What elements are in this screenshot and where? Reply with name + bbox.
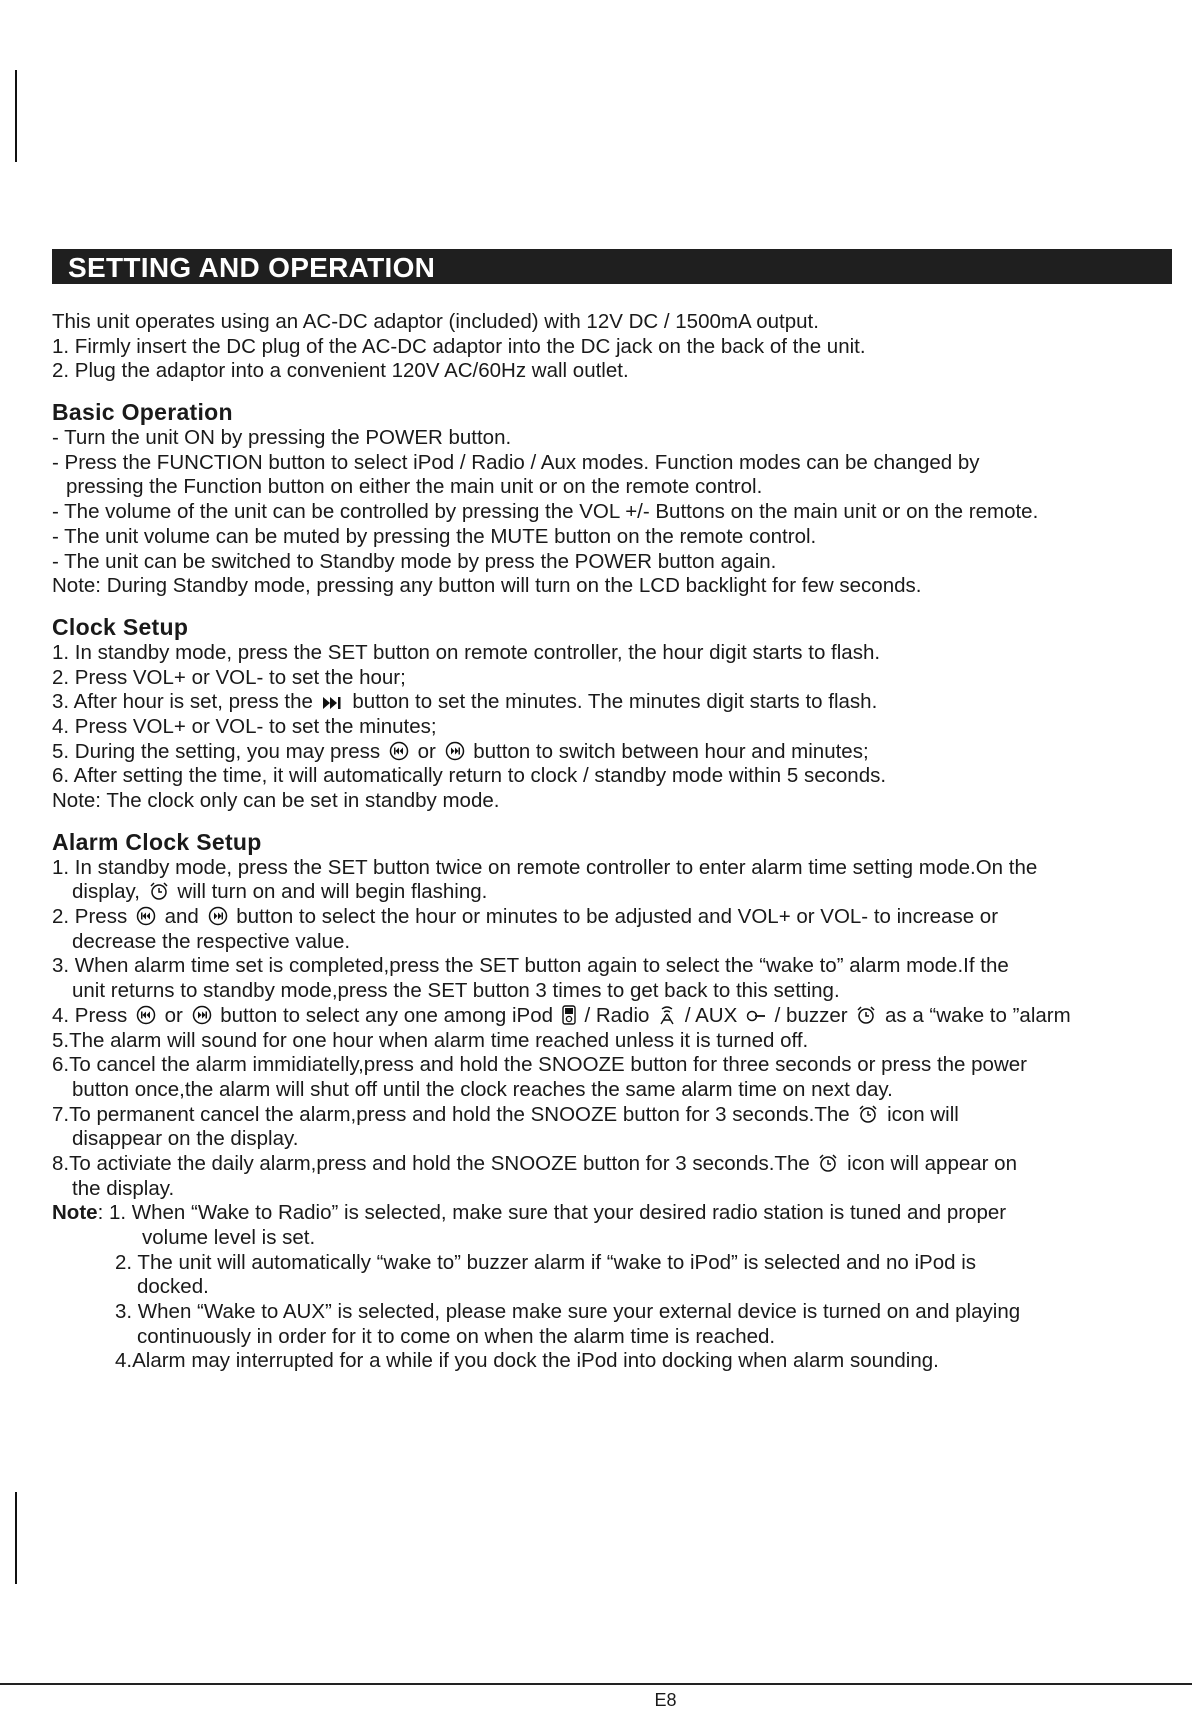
previous-circle-icon [389, 741, 409, 761]
alarm-line: 5.The alarm will sound for one hour when alarm time reached unless it is turned off. [52, 1028, 809, 1052]
alarm-line-text: 4. Press [52, 1003, 128, 1027]
alarm-line-text: 8.To activiate the daily alarm,press and hold the SNOOZE button for 3 seconds.The [52, 1151, 810, 1175]
basic-operation-heading: Basic Operation [52, 399, 233, 426]
basic-line: - The unit can be switched to Standby mode by press the POWER button again. [52, 549, 777, 573]
alarm-note: continuously in order for it to come on when the alarm time is reached. [137, 1324, 776, 1348]
basic-line: - The unit volume can be muted by pressing the MUTE button on the remote control. [52, 524, 817, 548]
alarm-note [52, 1201, 1177, 1226]
next-circle-icon [208, 906, 228, 926]
clock-line: 4. Press VOL+ or VOL- to set the minutes; [52, 714, 437, 738]
next-circle-icon [192, 1005, 212, 1025]
skip-forward-icon [322, 695, 344, 711]
manual-content [52, 310, 1177, 1710]
alarm-line-text: button to select any one among iPod [220, 1003, 554, 1027]
clock-line [52, 740, 1177, 765]
basic-line: pressing the Function button on either the main unit or on the remote control. [66, 475, 763, 499]
alarm-note: 2. The unit will automatically “wake to” buzzer alarm if “wake to iPod” is selected and no iPod is [115, 1250, 977, 1274]
note-label: Note [52, 1201, 98, 1225]
alarm-line-text: icon will [887, 1102, 959, 1126]
previous-circle-icon [136, 906, 156, 926]
alarm-line-text: / Radio [584, 1003, 650, 1027]
section-title: SETTING AND OPERATION [68, 252, 436, 283]
intro-section [52, 310, 1177, 384]
alarm-note: 3. When “Wake to AUX” is selected, please make sure your external device is turned on and playing [115, 1300, 1021, 1324]
alarm-line-text: as a “wake to ”alarm [884, 1003, 1071, 1027]
aux-plug-icon [746, 1007, 766, 1025]
basic-line: - The volume of the unit can be controlled by pressing the VOL +/- Buttons on the main unit or on the remote. [52, 500, 1039, 524]
alarm-line-text: / buzzer [774, 1003, 848, 1027]
alarm-line: 1. In standby mode, press the SET button twice on remote controller to enter alarm time setting mode.On the [52, 855, 1038, 879]
alarm-line [52, 1152, 1177, 1177]
previous-circle-icon [136, 1005, 156, 1025]
alarm-line: button once,the alarm will shut off until the clock reaches the same alarm time on next day. [72, 1077, 893, 1101]
basic-operation-section [52, 398, 1177, 599]
clock-line: 6. After setting the time, it will automatically return to clock / standby mode within 5 seconds. [52, 764, 887, 788]
alarm-line-text: will turn on and will begin flashing. [177, 880, 488, 904]
alarm-line: 6.To cancel the alarm immidiatelly,press and hold the SNOOZE button for three seconds or press the power [52, 1053, 1027, 1077]
crop-mark-bottom [15, 1492, 17, 1584]
ipod-icon [562, 1005, 576, 1025]
alarm-line: decrease the respective value. [72, 929, 351, 953]
alarm-line: the display. [72, 1176, 175, 1200]
clock-line-text: button to switch between hour and minutes; [473, 739, 869, 763]
alarm-setup-heading: Alarm Clock Setup [52, 828, 262, 855]
alarm-clock-icon [856, 1005, 876, 1025]
note-text: : 1. When “Wake to Radio” is selected, make sure that your desired radio station is tuned and proper [97, 1201, 1007, 1225]
section-header-bar [52, 249, 1172, 284]
alarm-line-text: / AUX [684, 1003, 738, 1027]
alarm-line-text: button to select the hour or minutes to be adjusted and VOL+ or VOL- to increase or [236, 905, 999, 929]
clock-line-text: 5. During the setting, you may press [52, 739, 381, 763]
alarm-note: volume level is set. [142, 1226, 316, 1249]
clock-note: Note: The clock only can be set in standby mode. [52, 789, 500, 812]
intro-line: This unit operates using an AC-DC adaptor (included) with 12V DC / 1500mA output. [52, 310, 819, 333]
alarm-line-text: icon will appear on [847, 1151, 1017, 1175]
intro-line: 2. Plug the adaptor into a convenient 120V AC/60Hz wall outlet. [52, 359, 629, 383]
alarm-line [52, 1004, 1177, 1029]
alarm-line [52, 1103, 1177, 1128]
alarm-note: docked. [137, 1275, 209, 1299]
alarm-line-text: 2. Press [52, 905, 128, 929]
alarm-line-text: display, [72, 880, 140, 904]
clock-line: 2. Press VOL+ or VOL- to set the hour; [52, 665, 406, 689]
clock-setup-section [52, 613, 1177, 814]
alarm-clock-icon [149, 881, 169, 901]
page-number: E8 [654, 1690, 677, 1710]
basic-note: Note: During Standby mode, pressing any button will turn on the LCD backlight for few seconds. [52, 574, 922, 598]
alarm-line: 3. When alarm time set is completed,press the SET button again to select the “wake to” alarm mode.If the [52, 954, 1009, 978]
clock-line [52, 690, 1177, 715]
basic-line: - Press the FUNCTION button to select iPod / Radio / Aux modes. Function modes can be changed by [52, 450, 980, 474]
alarm-line-text: and [164, 905, 199, 929]
clock-line-text: 3. After hour is set, press the [52, 690, 313, 714]
crop-mark-top [15, 70, 17, 162]
clock-setup-heading: Clock Setup [52, 613, 189, 640]
alarm-line: disappear on the display. [72, 1127, 299, 1151]
alarm-clock-icon [858, 1104, 878, 1124]
alarm-line-text: or [164, 1003, 183, 1027]
intro-line: 1. Firmly insert the DC plug of the AC-DC adaptor into the DC jack on the back of the unit. [52, 334, 866, 358]
alarm-line: unit returns to standby mode,press the SET button 3 times to get back to this setting. [72, 979, 840, 1003]
alarm-note: 4.Alarm may interrupted for a while if you dock the iPod into docking when alarm sounding. [115, 1349, 939, 1373]
alarm-clock-icon [818, 1153, 838, 1173]
basic-line: - Turn the unit ON by pressing the POWER button. [52, 426, 512, 450]
alarm-clock-setup-section [52, 828, 1177, 1374]
alarm-line-text: 7.To permanent cancel the alarm,press and hold the SNOOZE button for 3 seconds.The [52, 1102, 850, 1126]
radio-antenna-icon [658, 1005, 676, 1025]
alarm-line [52, 880, 1177, 905]
clock-line-text: button to set the minutes. The minutes digit starts to flash. [352, 690, 878, 714]
alarm-line [52, 905, 1177, 930]
clock-line-text: or [417, 739, 436, 763]
next-circle-icon [445, 741, 465, 761]
clock-line: 1. In standby mode, press the SET button on remote controller, the hour digit starts to flash. [52, 640, 881, 664]
